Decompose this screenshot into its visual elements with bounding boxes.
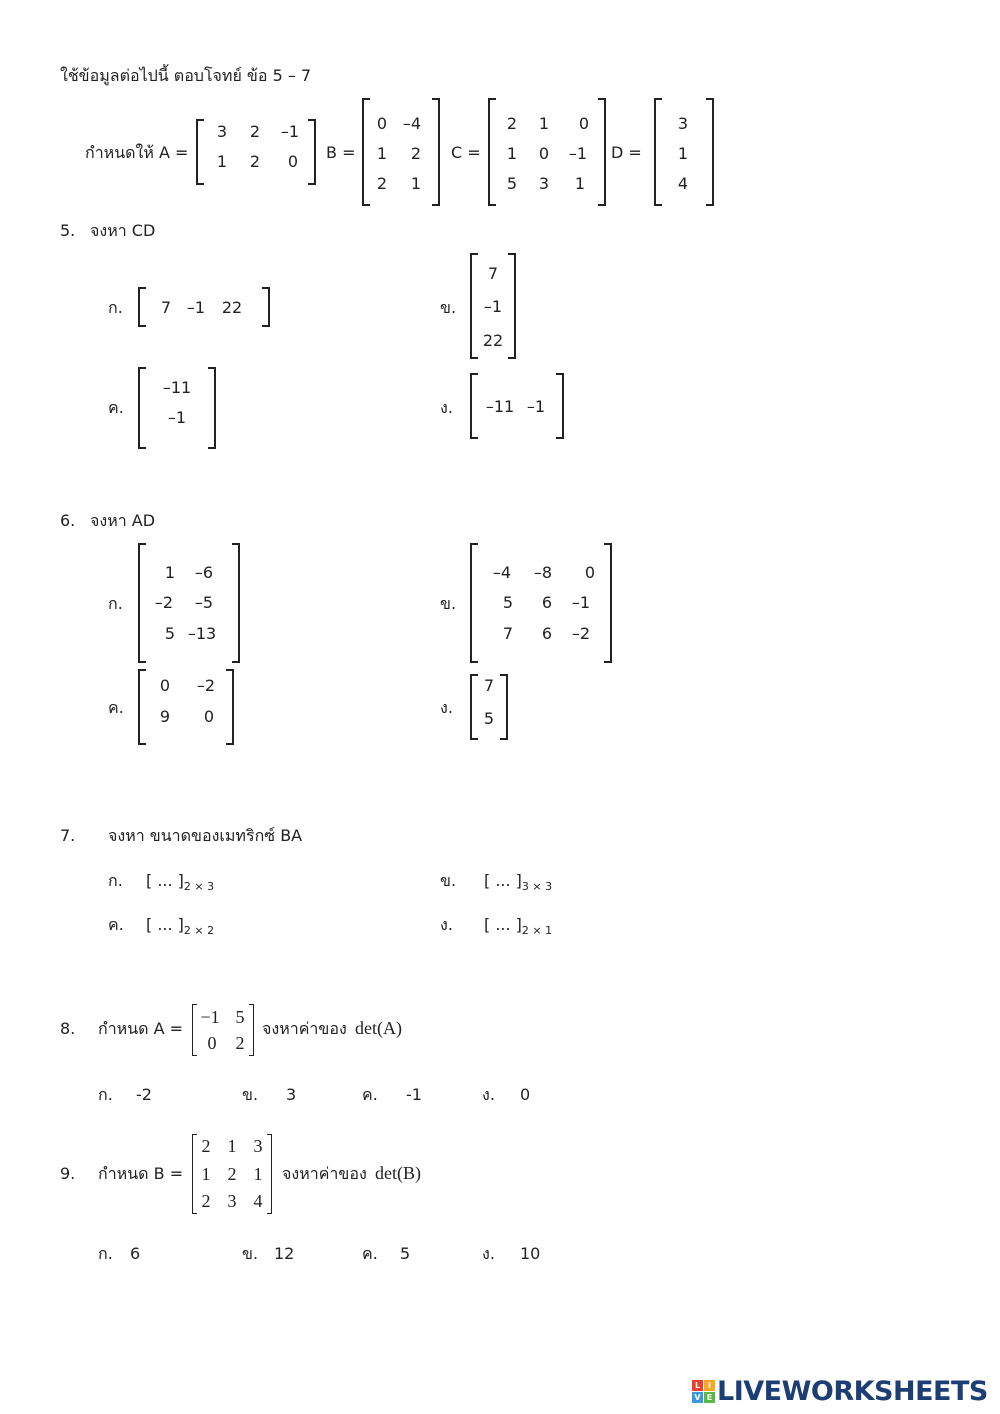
q9-option-d-value[interactable]: 10 — [520, 1244, 541, 1263]
q6-option-a-label: ก. — [108, 594, 123, 613]
matrix-cell: 1 — [227, 1136, 237, 1156]
matrix-cell: –2 — [154, 593, 174, 612]
matrix-cell: 1 — [201, 1164, 211, 1184]
q9-option-c-label[interactable]: ค. — [362, 1244, 378, 1263]
matrix-c — [488, 98, 606, 206]
matrix-cell: –2 — [571, 624, 591, 643]
given-eq-b: B = — [326, 143, 356, 162]
logo-mark-tile: V — [692, 1392, 703, 1403]
matrix-d-cell: 4 — [677, 174, 689, 193]
matrix-cell: 5 — [483, 709, 495, 728]
matrix-cell: –11 — [162, 378, 192, 397]
matrix-a — [196, 119, 316, 185]
matrix-b-cell: 2 — [376, 174, 388, 193]
matrix-cell: 2 — [235, 1033, 245, 1053]
matrix-cell: 3 — [253, 1136, 263, 1156]
q6-option-c-label: ค. — [108, 698, 124, 717]
matrix-b-cell: 0 — [376, 114, 388, 133]
matrix-cell: 7 — [502, 624, 514, 643]
q6-option-d-label: ง. — [440, 698, 453, 717]
given-eq-c: C = — [451, 143, 481, 162]
q8-option-c-label[interactable]: ค. — [362, 1085, 378, 1104]
q9-number: 9. — [60, 1164, 76, 1183]
matrix-b-cell: 1 — [376, 144, 388, 163]
size-bracket: [ ... ] — [146, 915, 184, 934]
q9-option-a-label[interactable]: ก. — [98, 1244, 113, 1263]
matrix-c-cell: 1 — [574, 174, 586, 193]
q7-option-a-value[interactable] — [146, 871, 215, 893]
matrix-cell: –1 — [186, 298, 206, 317]
matrix-d — [654, 98, 714, 206]
matrix-c-cell: 0 — [578, 114, 590, 133]
q8-option-d-value[interactable]: 0 — [520, 1085, 531, 1104]
matrix-cell: 0 — [203, 707, 215, 726]
q6-option-b-matrix[interactable] — [470, 543, 612, 663]
matrix-cell: –6 — [194, 563, 214, 582]
matrix-c-cell: 1 — [538, 114, 550, 133]
matrix-c-cell: 0 — [538, 144, 550, 163]
matrix-cell: –1 — [571, 593, 591, 612]
logo-mark-tile: E — [704, 1392, 715, 1403]
matrix-cell: –5 — [194, 593, 214, 612]
matrix-cell: 2 — [201, 1136, 211, 1156]
q8-option-c-value[interactable]: -1 — [406, 1085, 422, 1104]
q9-option-d-label[interactable]: ง. — [482, 1244, 495, 1263]
q8-option-a-label[interactable]: ก. — [98, 1085, 113, 1104]
size-subscript: 2 × 1 — [521, 924, 553, 937]
matrix-cell: 1 — [253, 1164, 263, 1184]
intro-text: ใช้ข้อมูลต่อไปนี้ ตอบโจทย์ ข้อ 5 – 7 — [60, 66, 312, 85]
q7-option-a-label[interactable]: ก. — [108, 871, 123, 890]
matrix-cell: 5 — [502, 593, 514, 612]
q5-option-d-matrix[interactable] — [470, 373, 564, 439]
q6-option-c-matrix[interactable] — [138, 669, 234, 745]
q6-option-b-label: ข. — [440, 594, 457, 613]
matrix-cell: –8 — [533, 563, 553, 582]
matrix-cell: 0 — [584, 563, 596, 582]
matrix-c-cell: 2 — [506, 114, 518, 133]
matrix-a-cell: 1 — [216, 152, 228, 171]
q8-option-a-value[interactable]: -2 — [136, 1085, 152, 1104]
size-bracket: [ ... ] — [484, 915, 522, 934]
given-lead: กำหนดให้ A = — [85, 143, 189, 162]
matrix-c-cell: 1 — [506, 144, 518, 163]
size-subscript: 2 × 3 — [183, 880, 215, 893]
q8-tail: จงหาค่าของ — [262, 1019, 347, 1038]
q7-option-b-label[interactable]: ข. — [440, 871, 457, 890]
size-bracket: [ ... ] — [146, 871, 184, 890]
q7-text: จงหา ขนาดของเมทริกซ์ BA — [108, 826, 303, 845]
q8-det: det(A) — [355, 1018, 402, 1038]
matrix-cell: –4 — [492, 563, 512, 582]
matrix-cell: 4 — [253, 1191, 263, 1211]
q5-option-a-label: ก. — [108, 298, 123, 317]
q7-number: 7. — [60, 826, 76, 845]
q5-option-c-matrix[interactable] — [138, 367, 216, 449]
matrix-cell: 5 — [235, 1007, 245, 1027]
matrix-a-cell: 3 — [216, 122, 228, 141]
matrix-b-cell: –4 — [402, 114, 422, 133]
q9-option-b-label[interactable]: ข. — [242, 1244, 259, 1263]
q8-number: 8. — [60, 1019, 76, 1038]
matrix-a-cell: 2 — [249, 122, 261, 141]
q7-option-d-label[interactable]: ง. — [440, 915, 453, 934]
q5-option-c-label: ค. — [108, 398, 124, 417]
q5-option-b-label: ข. — [440, 298, 457, 317]
q6-number: 6. — [60, 511, 76, 530]
matrix-cell: 6 — [541, 593, 553, 612]
q5-number: 5. — [60, 221, 76, 240]
q6-text: จงหา AD — [90, 511, 156, 530]
matrix-cell: 2 — [227, 1164, 237, 1184]
matrix-a-cell: –1 — [280, 122, 300, 141]
matrix-cell: 6 — [541, 624, 553, 643]
matrix-cell: –11 — [485, 397, 515, 416]
matrix-cell: 7 — [487, 264, 499, 283]
matrix-a-cell: 2 — [249, 152, 261, 171]
matrix-cell: 1 — [164, 563, 176, 582]
matrix-d-cell: 3 — [677, 114, 689, 133]
q5-option-a-matrix[interactable] — [138, 287, 270, 327]
matrix-c-cell: –1 — [568, 144, 588, 163]
logo-text: LIVEWORKSHEETS — [717, 1376, 988, 1407]
matrix-cell: 22 — [482, 331, 504, 350]
q9-option-c-value[interactable]: 5 — [400, 1244, 411, 1263]
matrix-cell: 7 — [483, 676, 495, 695]
logo-mark-tile: L — [692, 1380, 703, 1391]
matrix-cell: 2 — [201, 1191, 211, 1211]
matrix-cell: –1 — [167, 408, 187, 427]
liveworksheets-logo[interactable] — [692, 1376, 988, 1407]
matrix-c-cell: 3 — [538, 174, 550, 193]
q7-option-b-value[interactable] — [484, 871, 553, 893]
q9-option-a-value[interactable]: 6 — [130, 1244, 141, 1263]
matrix-cell: 3 — [227, 1191, 237, 1211]
q9-lead: กำหนด B = — [98, 1164, 184, 1183]
matrix-cell: –13 — [187, 624, 217, 643]
logo-mark-icon — [692, 1380, 715, 1403]
q7-option-c-value[interactable] — [146, 915, 215, 937]
size-subscript: 2 × 2 — [183, 924, 215, 937]
size-bracket: [ ... ] — [484, 871, 522, 890]
q5-text: จงหา CD — [90, 221, 156, 240]
matrix-cell: 5 — [164, 624, 176, 643]
matrix-cell: –2 — [196, 676, 216, 695]
q9-tail: จงหาค่าของ — [282, 1164, 367, 1183]
matrix-a-cell: 0 — [287, 152, 299, 171]
matrix-cell: −1 — [200, 1007, 220, 1027]
matrix-b-cell: 2 — [410, 144, 422, 163]
q7-option-c-label[interactable]: ค. — [108, 915, 124, 934]
matrix-cell: 9 — [159, 707, 171, 726]
logo-mark-tile: I — [704, 1380, 715, 1391]
q8-option-d-label[interactable]: ง. — [482, 1085, 495, 1104]
given-eq-d: D = — [611, 143, 642, 162]
q5-option-d-label: ง. — [440, 398, 453, 417]
q8-lead: กำหนด A = — [98, 1019, 184, 1038]
matrix-cell: –1 — [526, 397, 546, 416]
matrix-b-cell: 1 — [410, 174, 422, 193]
matrix-cell: –1 — [483, 297, 503, 316]
q6-option-d-matrix[interactable] — [470, 674, 508, 740]
size-subscript: 3 × 3 — [521, 880, 553, 893]
matrix-b — [362, 98, 440, 206]
matrix-c-cell: 5 — [506, 174, 518, 193]
matrix-d-cell: 1 — [677, 144, 689, 163]
matrix-cell: 0 — [159, 676, 171, 695]
matrix-cell: 0 — [207, 1033, 217, 1053]
q9-option-b-value[interactable]: 12 — [274, 1244, 295, 1263]
q9-matrix — [192, 1134, 272, 1214]
matrix-cell: 22 — [221, 298, 243, 317]
matrix-cell: 7 — [160, 298, 172, 317]
q9-det: det(B) — [375, 1163, 421, 1183]
q5-option-b-matrix[interactable] — [470, 253, 516, 359]
q6-option-a-matrix[interactable] — [138, 543, 240, 663]
q8-matrix — [192, 1004, 254, 1056]
q8-option-b-value[interactable]: 3 — [286, 1085, 297, 1104]
q7-option-d-value[interactable] — [484, 915, 553, 937]
q8-option-b-label[interactable]: ข. — [242, 1085, 259, 1104]
